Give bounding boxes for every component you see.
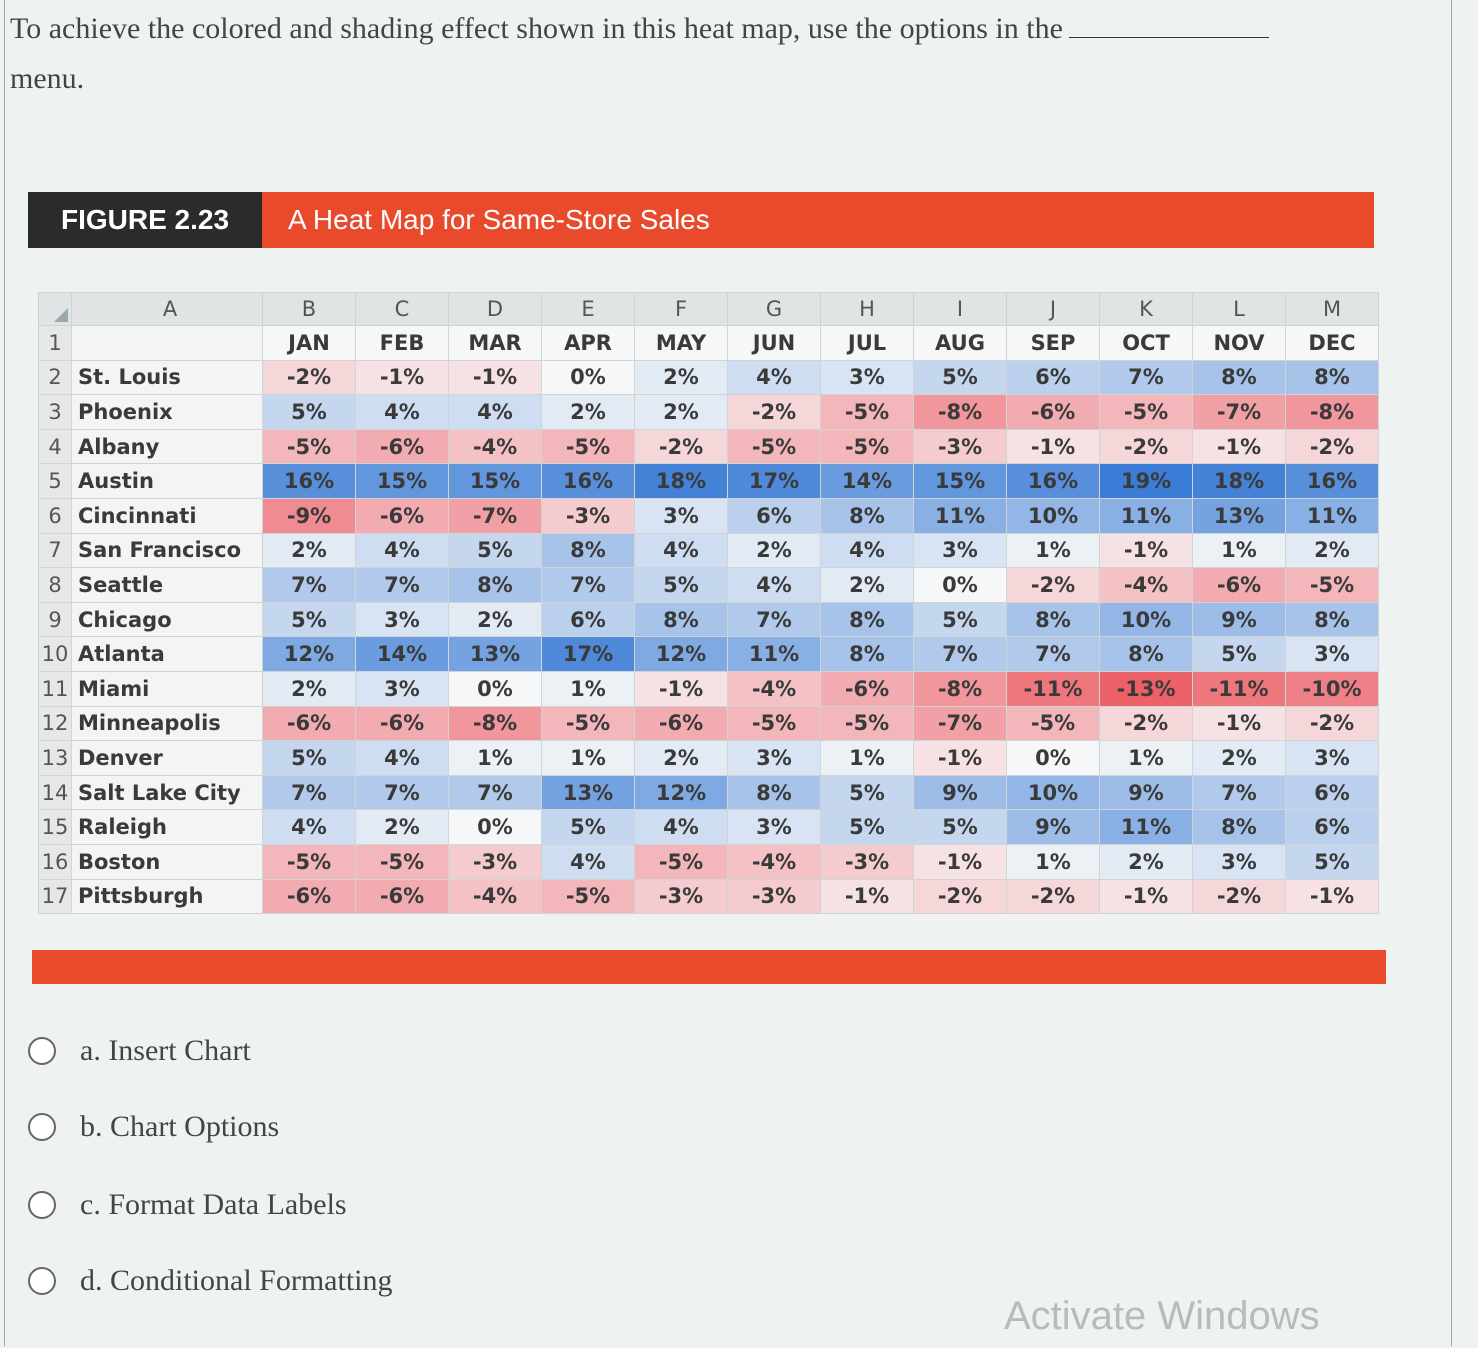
sales-change-cell[interactable]: 4% <box>635 533 728 568</box>
sales-change-cell[interactable]: 18% <box>635 464 728 499</box>
column-letter-g[interactable]: G <box>728 293 821 326</box>
sales-change-cell[interactable]: 19% <box>1100 464 1193 499</box>
column-letter-a[interactable]: A <box>72 293 263 326</box>
sales-change-cell[interactable]: 0% <box>449 810 542 845</box>
row-number[interactable]: 9 <box>39 602 72 637</box>
row-number[interactable]: 11 <box>39 671 72 706</box>
sales-change-cell[interactable]: 1% <box>821 741 914 776</box>
sales-change-cell[interactable]: 5% <box>821 810 914 845</box>
sales-change-cell[interactable]: 5% <box>263 395 356 430</box>
sales-change-cell[interactable]: 2% <box>263 671 356 706</box>
row-number[interactable]: 12 <box>39 706 72 741</box>
city-cell[interactable]: St. Louis <box>72 360 263 395</box>
sales-change-cell[interactable]: 1% <box>449 741 542 776</box>
sales-change-cell[interactable]: -3% <box>449 844 542 879</box>
sales-change-cell[interactable]: -4% <box>728 671 821 706</box>
month-header-feb[interactable]: FEB <box>356 326 449 361</box>
radio-button-icon[interactable] <box>28 1267 56 1295</box>
answer-option-d[interactable] <box>28 1264 393 1298</box>
sales-change-cell[interactable]: -5% <box>542 706 635 741</box>
sales-change-cell[interactable]: 3% <box>356 671 449 706</box>
sales-change-cell[interactable]: 10% <box>1007 775 1100 810</box>
sales-change-cell[interactable]: 5% <box>914 360 1007 395</box>
sales-change-cell[interactable]: -1% <box>914 844 1007 879</box>
answer-option-a[interactable] <box>28 1034 251 1068</box>
sales-change-cell[interactable]: 7% <box>728 602 821 637</box>
sales-change-cell[interactable]: -6% <box>356 879 449 914</box>
sales-change-cell[interactable]: 2% <box>449 602 542 637</box>
answer-option-c[interactable] <box>28 1188 347 1222</box>
sales-change-cell[interactable]: -6% <box>1007 395 1100 430</box>
sales-change-cell[interactable]: 5% <box>542 810 635 845</box>
answer-option-label[interactable]: d. Conditional Formatting <box>80 1264 393 1297</box>
sales-change-cell[interactable]: -5% <box>728 429 821 464</box>
figure-header <box>28 192 1374 248</box>
sales-change-cell[interactable]: -1% <box>1100 879 1193 914</box>
table-row <box>39 568 1379 603</box>
city-cell[interactable]: San Francisco <box>72 533 263 568</box>
month-header-jun[interactable]: JUN <box>728 326 821 361</box>
sales-change-cell[interactable]: -2% <box>263 360 356 395</box>
row-number[interactable]: 17 <box>39 879 72 914</box>
sales-change-cell[interactable]: 11% <box>914 498 1007 533</box>
sales-change-cell[interactable]: -5% <box>542 879 635 914</box>
sales-change-cell[interactable]: 1% <box>1100 741 1193 776</box>
sales-change-cell[interactable]: 0% <box>914 568 1007 603</box>
column-letter-m[interactable]: M <box>1286 293 1379 326</box>
column-letter-e[interactable]: E <box>542 293 635 326</box>
sales-change-cell[interactable]: 12% <box>263 637 356 672</box>
activate-windows-watermark: Activate Windows <box>1004 1294 1320 1338</box>
sales-change-cell[interactable]: -3% <box>914 429 1007 464</box>
sales-change-cell[interactable]: 17% <box>542 637 635 672</box>
sales-change-cell[interactable]: 3% <box>1286 741 1379 776</box>
sales-change-cell[interactable]: 8% <box>635 602 728 637</box>
sales-change-cell[interactable]: 7% <box>1100 360 1193 395</box>
heat-map-spreadsheet <box>38 292 1379 914</box>
sales-change-cell[interactable]: -1% <box>1286 879 1379 914</box>
table-row <box>39 741 1379 776</box>
city-cell[interactable]: Boston <box>72 844 263 879</box>
sales-change-cell[interactable]: -1% <box>1007 429 1100 464</box>
sales-change-cell[interactable]: 0% <box>542 360 635 395</box>
sales-change-cell[interactable]: 3% <box>1286 637 1379 672</box>
sales-change-cell[interactable]: -11% <box>1193 671 1286 706</box>
sales-change-cell[interactable]: 3% <box>356 602 449 637</box>
sales-change-cell[interactable]: -5% <box>1100 395 1193 430</box>
sales-change-cell[interactable]: 5% <box>263 602 356 637</box>
question-text <box>10 4 1430 104</box>
sales-change-cell[interactable]: 4% <box>635 810 728 845</box>
sales-change-cell[interactable]: 5% <box>914 810 1007 845</box>
city-cell[interactable]: Miami <box>72 671 263 706</box>
row-number[interactable]: 13 <box>39 741 72 776</box>
sales-change-cell[interactable]: 11% <box>1100 498 1193 533</box>
column-letter-c[interactable]: C <box>356 293 449 326</box>
column-letter-l[interactable]: L <box>1193 293 1286 326</box>
table-row <box>39 671 1379 706</box>
sales-change-cell[interactable]: 2% <box>1100 844 1193 879</box>
sales-change-cell[interactable]: -5% <box>635 844 728 879</box>
sales-change-cell[interactable]: 4% <box>356 533 449 568</box>
sales-change-cell[interactable]: 8% <box>1193 810 1286 845</box>
sales-change-cell[interactable]: 15% <box>356 464 449 499</box>
sales-change-cell[interactable]: 2% <box>263 533 356 568</box>
table-row <box>39 429 1379 464</box>
sales-change-cell[interactable]: -4% <box>449 429 542 464</box>
sales-change-cell[interactable]: 1% <box>542 741 635 776</box>
city-cell[interactable]: Salt Lake City <box>72 775 263 810</box>
sales-change-cell[interactable]: -1% <box>1100 533 1193 568</box>
table-row <box>39 810 1379 845</box>
sales-change-cell[interactable]: 3% <box>728 810 821 845</box>
sales-change-cell[interactable]: 6% <box>1286 810 1379 845</box>
table-row <box>39 602 1379 637</box>
sales-change-cell[interactable]: 1% <box>542 671 635 706</box>
sales-change-cell[interactable]: 13% <box>449 637 542 672</box>
sales-change-cell[interactable]: -4% <box>1100 568 1193 603</box>
sales-change-cell[interactable]: 3% <box>635 498 728 533</box>
sales-change-cell[interactable]: -6% <box>635 706 728 741</box>
answer-blank <box>1069 11 1269 38</box>
row-number[interactable]: 8 <box>39 568 72 603</box>
sales-change-cell[interactable]: -1% <box>449 360 542 395</box>
sales-change-cell[interactable]: 2% <box>635 741 728 776</box>
sales-change-cell[interactable]: 12% <box>635 637 728 672</box>
sales-change-cell[interactable]: -1% <box>914 741 1007 776</box>
radio-button-icon[interactable] <box>28 1113 56 1141</box>
city-cell[interactable]: Albany <box>72 429 263 464</box>
row-number[interactable]: 15 <box>39 810 72 845</box>
sales-change-cell[interactable]: 8% <box>1193 360 1286 395</box>
sales-change-cell[interactable]: 11% <box>728 637 821 672</box>
sales-change-cell[interactable]: 4% <box>356 741 449 776</box>
month-header-oct[interactable]: OCT <box>1100 326 1193 361</box>
sales-change-cell[interactable]: 7% <box>356 568 449 603</box>
sales-change-cell[interactable]: 10% <box>1100 602 1193 637</box>
row-number[interactable]: 5 <box>39 464 72 499</box>
table-row <box>39 360 1379 395</box>
sales-change-cell[interactable]: -3% <box>728 879 821 914</box>
radio-button-icon[interactable] <box>28 1037 56 1065</box>
row-number[interactable]: 4 <box>39 429 72 464</box>
sales-change-cell[interactable]: -2% <box>1100 429 1193 464</box>
row-number[interactable]: 2 <box>39 360 72 395</box>
sales-change-cell[interactable]: -4% <box>449 879 542 914</box>
city-cell[interactable]: Cincinnati <box>72 498 263 533</box>
city-cell[interactable]: Raleigh <box>72 810 263 845</box>
table-row <box>39 533 1379 568</box>
row-number[interactable]: 1 <box>39 326 72 361</box>
sales-change-cell[interactable]: 0% <box>449 671 542 706</box>
sales-change-cell[interactable]: -5% <box>821 706 914 741</box>
sales-change-cell[interactable]: -1% <box>821 879 914 914</box>
answer-option-label[interactable]: b. Chart Options <box>80 1110 280 1143</box>
sales-change-cell[interactable]: 14% <box>821 464 914 499</box>
sales-change-cell[interactable]: -5% <box>821 429 914 464</box>
sales-change-cell[interactable]: 2% <box>1193 741 1286 776</box>
table-row <box>39 464 1379 499</box>
sales-change-cell[interactable]: -5% <box>1286 568 1379 603</box>
sales-change-cell[interactable]: 7% <box>356 775 449 810</box>
sales-change-cell[interactable]: -2% <box>1100 706 1193 741</box>
month-header-aug[interactable]: AUG <box>914 326 1007 361</box>
sales-change-cell[interactable]: 0% <box>1007 741 1100 776</box>
sales-change-cell[interactable]: -6% <box>263 879 356 914</box>
sales-change-cell[interactable]: 2% <box>1286 533 1379 568</box>
city-cell[interactable]: Minneapolis <box>72 706 263 741</box>
sales-change-cell[interactable]: -1% <box>1193 429 1286 464</box>
sales-change-cell[interactable]: 8% <box>1286 602 1379 637</box>
sales-change-cell[interactable]: -5% <box>821 395 914 430</box>
month-header-jul[interactable]: JUL <box>821 326 914 361</box>
sales-change-cell[interactable]: -6% <box>821 671 914 706</box>
month-header-dec[interactable]: DEC <box>1286 326 1379 361</box>
sales-change-cell[interactable]: 4% <box>263 810 356 845</box>
sales-change-cell[interactable]: 5% <box>821 775 914 810</box>
sales-change-cell[interactable]: -5% <box>356 844 449 879</box>
sales-change-cell[interactable]: 1% <box>1007 533 1100 568</box>
figure-label: FIGURE 2.23 <box>28 192 262 248</box>
sales-change-cell[interactable]: 2% <box>728 533 821 568</box>
sales-change-cell[interactable]: -2% <box>1286 429 1379 464</box>
column-letter-f[interactable]: F <box>635 293 728 326</box>
sales-change-cell[interactable]: 7% <box>914 637 1007 672</box>
sales-change-cell[interactable]: -2% <box>1193 879 1286 914</box>
table-row <box>39 879 1379 914</box>
table-row <box>39 706 1379 741</box>
month-header-jan[interactable]: JAN <box>263 326 356 361</box>
row-number[interactable]: 7 <box>39 533 72 568</box>
sales-change-cell[interactable]: 8% <box>542 533 635 568</box>
row-number[interactable]: 6 <box>39 498 72 533</box>
sales-change-cell[interactable]: 7% <box>449 775 542 810</box>
city-cell[interactable]: Atlanta <box>72 637 263 672</box>
sales-change-cell[interactable]: 6% <box>1286 775 1379 810</box>
table-row <box>39 844 1379 879</box>
sales-change-cell[interactable]: 9% <box>1100 775 1193 810</box>
sales-change-cell[interactable]: -6% <box>356 429 449 464</box>
sales-change-cell[interactable]: -2% <box>1286 706 1379 741</box>
sales-change-cell[interactable]: 1% <box>1007 844 1100 879</box>
sales-change-cell[interactable]: 3% <box>1193 844 1286 879</box>
sales-change-cell[interactable]: 17% <box>728 464 821 499</box>
table-row <box>39 498 1379 533</box>
sales-change-cell[interactable]: -6% <box>263 706 356 741</box>
sales-change-cell[interactable]: -8% <box>914 395 1007 430</box>
month-header-row <box>39 326 1379 361</box>
column-letter-k[interactable]: K <box>1100 293 1193 326</box>
sales-change-cell[interactable]: 3% <box>821 360 914 395</box>
sales-change-cell[interactable]: -3% <box>821 844 914 879</box>
sales-change-cell[interactable]: 11% <box>1100 810 1193 845</box>
sales-change-cell[interactable]: 9% <box>1193 602 1286 637</box>
sales-change-cell[interactable]: 13% <box>1193 498 1286 533</box>
sales-change-cell[interactable]: 9% <box>914 775 1007 810</box>
city-cell[interactable]: Phoenix <box>72 395 263 430</box>
row-number[interactable]: 16 <box>39 844 72 879</box>
table-row <box>39 775 1379 810</box>
sales-change-cell[interactable]: -7% <box>449 498 542 533</box>
sales-change-cell[interactable]: 3% <box>914 533 1007 568</box>
column-letter-row <box>39 293 1379 326</box>
sales-change-cell[interactable]: -6% <box>1193 568 1286 603</box>
sales-change-cell[interactable]: 5% <box>914 602 1007 637</box>
column-letter-i[interactable]: I <box>914 293 1007 326</box>
select-all-corner[interactable] <box>39 293 72 326</box>
answer-option-b[interactable] <box>28 1110 279 1144</box>
question-text-after: menu. <box>10 62 85 95</box>
sales-change-cell[interactable]: -9% <box>263 498 356 533</box>
sales-change-cell[interactable]: -6% <box>356 498 449 533</box>
sales-change-cell[interactable]: -1% <box>635 671 728 706</box>
sales-change-cell[interactable]: 2% <box>821 568 914 603</box>
radio-button-icon[interactable] <box>28 1191 56 1219</box>
sales-change-cell[interactable]: -11% <box>1007 671 1100 706</box>
sales-change-cell[interactable]: 15% <box>449 464 542 499</box>
sales-change-cell[interactable]: 5% <box>263 741 356 776</box>
sales-change-cell[interactable]: 16% <box>1007 464 1100 499</box>
sales-change-cell[interactable]: 2% <box>542 395 635 430</box>
sales-change-cell[interactable]: 7% <box>263 568 356 603</box>
sales-change-cell[interactable]: 15% <box>914 464 1007 499</box>
month-header-mar[interactable]: MAR <box>449 326 542 361</box>
row-number[interactable]: 10 <box>39 637 72 672</box>
sales-change-cell[interactable]: 16% <box>263 464 356 499</box>
sales-change-cell[interactable]: 2% <box>356 810 449 845</box>
city-cell[interactable]: Seattle <box>72 568 263 603</box>
sales-change-cell[interactable]: 4% <box>821 533 914 568</box>
month-header-apr[interactable]: APR <box>542 326 635 361</box>
sales-change-cell[interactable]: 5% <box>1193 637 1286 672</box>
figure-title: A Heat Map for Same-Store Sales <box>288 204 710 235</box>
sales-change-cell[interactable]: -6% <box>356 706 449 741</box>
sales-change-cell[interactable]: -5% <box>542 429 635 464</box>
sales-change-cell[interactable]: 7% <box>1007 637 1100 672</box>
empty-cell[interactable] <box>72 326 263 361</box>
sales-change-cell[interactable]: 8% <box>821 602 914 637</box>
sales-change-cell[interactable]: 18% <box>1193 464 1286 499</box>
table-row <box>39 637 1379 672</box>
sales-change-cell[interactable]: -5% <box>263 429 356 464</box>
sales-change-cell[interactable]: 7% <box>542 568 635 603</box>
sales-change-cell[interactable]: -2% <box>635 429 728 464</box>
sales-change-cell[interactable]: -1% <box>356 360 449 395</box>
sales-change-cell[interactable]: -5% <box>263 844 356 879</box>
sales-change-cell[interactable]: 3% <box>728 741 821 776</box>
sales-change-cell[interactable]: 4% <box>728 360 821 395</box>
column-letter-j[interactable]: J <box>1007 293 1100 326</box>
sales-change-cell[interactable]: -2% <box>728 395 821 430</box>
column-letter-h[interactable]: H <box>821 293 914 326</box>
sales-change-cell[interactable]: 5% <box>449 533 542 568</box>
sales-change-cell[interactable]: 9% <box>1007 810 1100 845</box>
sales-change-cell[interactable]: -7% <box>914 706 1007 741</box>
city-cell[interactable]: Pittsburgh <box>72 879 263 914</box>
sales-change-cell[interactable]: 2% <box>635 360 728 395</box>
sales-change-cell[interactable]: 8% <box>821 498 914 533</box>
sales-change-cell[interactable]: 10% <box>1007 498 1100 533</box>
column-letter-b[interactable]: B <box>263 293 356 326</box>
sales-change-cell[interactable]: -3% <box>542 498 635 533</box>
sales-change-cell[interactable]: -1% <box>1193 706 1286 741</box>
sales-change-cell[interactable]: 6% <box>728 498 821 533</box>
sales-change-cell[interactable]: 4% <box>542 844 635 879</box>
sales-change-cell[interactable]: -7% <box>1193 395 1286 430</box>
month-header-sep[interactable]: SEP <box>1007 326 1100 361</box>
sales-change-cell[interactable]: -2% <box>1007 568 1100 603</box>
sales-change-cell[interactable]: -8% <box>1286 395 1379 430</box>
row-number[interactable]: 14 <box>39 775 72 810</box>
figure-footer-bar <box>32 950 1386 984</box>
sales-change-cell[interactable]: 8% <box>1100 637 1193 672</box>
sales-change-cell[interactable]: -8% <box>914 671 1007 706</box>
row-number[interactable]: 3 <box>39 395 72 430</box>
city-cell[interactable]: Denver <box>72 741 263 776</box>
sales-change-cell[interactable]: -5% <box>728 706 821 741</box>
sales-change-cell[interactable]: 5% <box>1286 844 1379 879</box>
sales-change-cell[interactable]: 5% <box>635 568 728 603</box>
sales-change-cell[interactable]: 2% <box>635 395 728 430</box>
sales-change-cell[interactable]: 1% <box>1193 533 1286 568</box>
sales-change-cell[interactable]: -10% <box>1286 671 1379 706</box>
sales-change-cell[interactable]: 11% <box>1286 498 1379 533</box>
sales-change-cell[interactable]: 8% <box>1007 602 1100 637</box>
sales-change-cell[interactable]: -3% <box>635 879 728 914</box>
question-text-before: To achieve the colored and shading effect shown in this heat map, use the options in the <box>10 12 1063 45</box>
answer-option-label[interactable]: c. Format Data Labels <box>80 1188 347 1221</box>
city-cell[interactable]: Chicago <box>72 602 263 637</box>
sales-change-cell[interactable]: -5% <box>1007 706 1100 741</box>
sales-change-cell[interactable]: 13% <box>542 775 635 810</box>
sales-change-cell[interactable]: -4% <box>728 844 821 879</box>
sales-change-cell[interactable]: 16% <box>542 464 635 499</box>
city-cell[interactable]: Austin <box>72 464 263 499</box>
sales-change-cell[interactable]: -13% <box>1100 671 1193 706</box>
answer-option-label[interactable]: a. Insert Chart <box>80 1034 251 1067</box>
sales-change-cell[interactable]: -8% <box>449 706 542 741</box>
sales-change-cell[interactable]: 6% <box>542 602 635 637</box>
sales-change-cell[interactable]: 8% <box>728 775 821 810</box>
sales-change-cell[interactable]: 16% <box>1286 464 1379 499</box>
sales-change-cell[interactable]: 14% <box>356 637 449 672</box>
sales-change-cell[interactable]: -2% <box>914 879 1007 914</box>
sales-change-cell[interactable]: 4% <box>356 395 449 430</box>
sales-change-cell[interactable]: 6% <box>1007 360 1100 395</box>
table-row <box>39 395 1379 430</box>
sales-change-cell[interactable]: 7% <box>263 775 356 810</box>
sales-change-cell[interactable]: -2% <box>1007 879 1100 914</box>
sales-change-cell[interactable]: 12% <box>635 775 728 810</box>
sales-change-cell[interactable]: 8% <box>449 568 542 603</box>
sales-change-cell[interactable]: 8% <box>821 637 914 672</box>
month-header-nov[interactable]: NOV <box>1193 326 1286 361</box>
sales-change-cell[interactable]: 4% <box>449 395 542 430</box>
sales-change-cell[interactable]: 8% <box>1286 360 1379 395</box>
month-header-may[interactable]: MAY <box>635 326 728 361</box>
sales-change-cell[interactable]: 4% <box>728 568 821 603</box>
column-letter-d[interactable]: D <box>449 293 542 326</box>
sales-change-cell[interactable]: 7% <box>1193 775 1286 810</box>
